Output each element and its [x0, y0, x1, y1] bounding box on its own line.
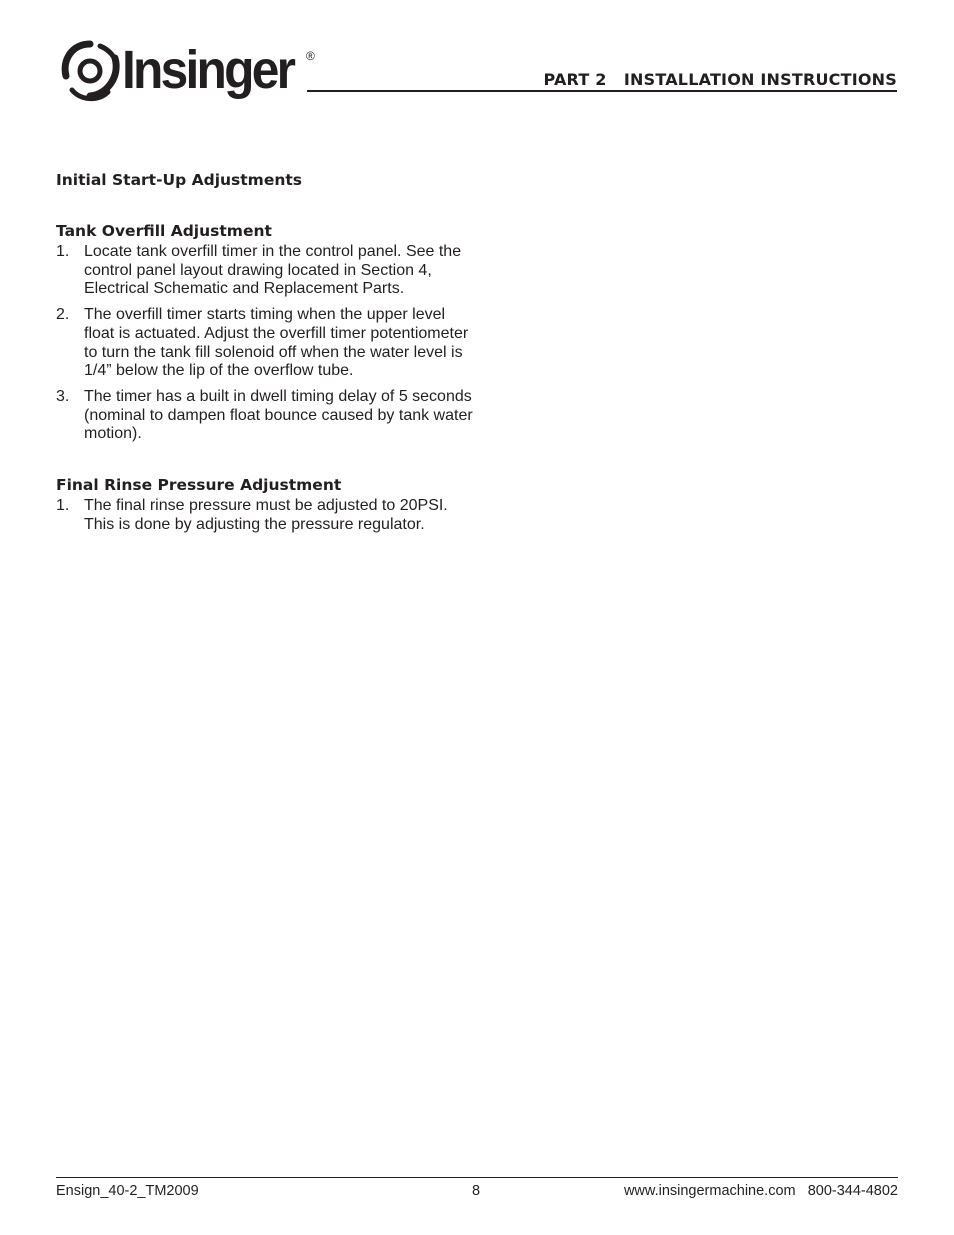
- section-final-rinse: [56, 475, 476, 534]
- footer-doc-id: Ensign_40-2_TM2009: [56, 1183, 199, 1199]
- step-number: 1.: [56, 243, 70, 260]
- list-item: [56, 243, 476, 299]
- list-item: [56, 388, 476, 444]
- footer-divider: [56, 1177, 898, 1178]
- header-divider: [307, 90, 897, 92]
- footer-page-number: 8: [472, 1183, 481, 1199]
- step-number: 3.: [56, 387, 70, 405]
- footer-contact: www.insingermachine.com 800-344-4802: [623, 1183, 898, 1199]
- step-text: Locate tank overfill timer in the control panel. See the control panel layout drawing located in Section 4, Electrical Schematic and Replacement Parts.: [84, 243, 462, 298]
- section-heading: Final Rinse Pressure Adjustment: [56, 476, 342, 495]
- insinger-logo: [58, 38, 320, 104]
- section-tank-overfill: [56, 221, 476, 444]
- main-heading: Initial Start-Up Adjustments: [56, 171, 303, 189]
- logo-wordmark: Insinger: [122, 40, 294, 100]
- section-heading: Tank Overfill Adjustment: [56, 222, 272, 240]
- step-text: The timer has a built in dwell timing delay of 5 seconds (nominal to dampen float bounce caused by tank water motion).: [84, 387, 473, 443]
- list-item: [56, 497, 476, 534]
- registered-mark: ®: [306, 49, 315, 63]
- page-header-title: PART 2 INSTALLATION INSTRUCTIONS: [543, 70, 897, 89]
- step-text: The overfill timer starts timing when the upper level float is actuated. Adjust the overfill timer potentiometer to turn the tank fill solenoid off when the water level is 1/4” below the lip of the overflow tube.: [84, 306, 469, 380]
- list-item: [56, 306, 476, 381]
- steps-list: [56, 243, 476, 444]
- step-number: 1.: [56, 497, 70, 515]
- steps-list: [56, 497, 476, 534]
- step-text: The final rinse pressure must be adjusted to 20PSI. This is done by adjusting the pressure regulator.: [84, 497, 448, 533]
- step-number: 2.: [56, 306, 70, 324]
- main-content: [56, 170, 476, 541]
- insinger-swirl-icon: [58, 38, 122, 104]
